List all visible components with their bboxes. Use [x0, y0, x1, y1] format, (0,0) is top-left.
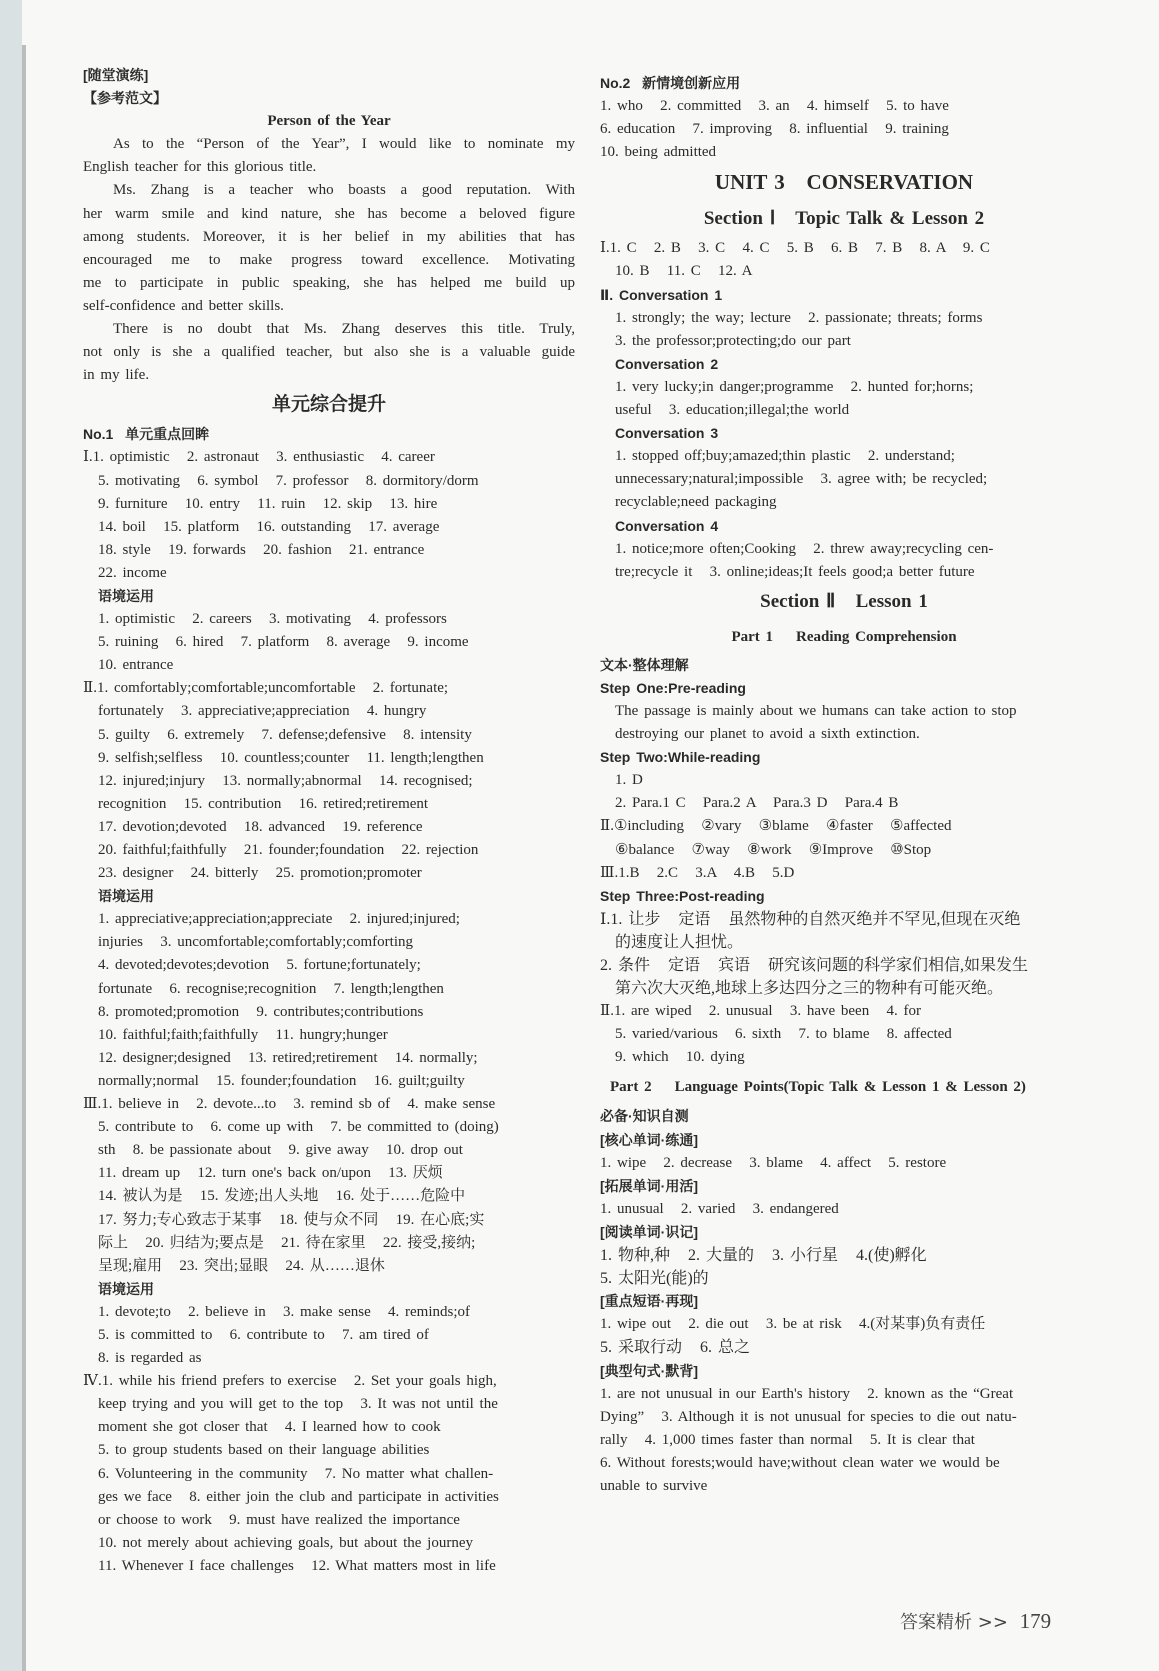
text-line: 5. 采取行动 6. 总之	[600, 1339, 751, 1357]
text-line: 1. devote;to 2. believe in 3. make sense 4. reminds;of	[98, 1303, 471, 1320]
text-line: 6. education 7. improving 8. influential 9. training	[600, 121, 949, 138]
text-line: 1. appreciative;appreciation;appreciate 2. injured;injured;	[98, 911, 460, 928]
text-line: The passage is mainly about we humans can take action to stop	[615, 702, 1017, 719]
text-line: Ⅰ.1. C 2. B 3. C 4. C 5. B 6. B 7. B 8. A 9. C	[600, 240, 990, 257]
footer-section-label: 答案精析	[900, 1612, 972, 1633]
text-line: 4. devoted;devotes;devotion 5. fortune;fortunately;	[98, 957, 421, 974]
section-heading: [典型句式·默背]	[600, 1362, 698, 1379]
section-heading: 单元综合提升	[271, 394, 386, 416]
text-line: 10. B 11. C 12. A	[615, 263, 753, 280]
text-line: 5. varied/various 6. sixth 7. to blame 8. affected	[615, 1026, 952, 1043]
text-line: 5. ruining 6. hired 7. platform 8. average 9. income	[98, 634, 469, 651]
text-line: 12. injured;injury 13. normally;abnormal 14. recognised;	[98, 772, 473, 789]
text-line: 17. 努力;专心致志于某事 18. 使与众不同 19. 在心底;实	[98, 1211, 485, 1228]
text-line: Ⅳ.1. while his friend prefers to exercise 2. Set your goals high,	[83, 1373, 497, 1390]
text-line: 1. 物种,种 2. 大量的 3. 小行星 4.(使)孵化	[600, 1247, 927, 1265]
text-line: 6. Without forests;would have;without clean water we would be	[600, 1454, 1000, 1471]
section-heading: Section Ⅱ Lesson 1	[760, 590, 928, 612]
text-line: 1. stopped off;buy;amazed;thin plastic 2. understand;	[615, 448, 955, 465]
text-line: me to participate in public speaking, she has helped me build up	[83, 274, 575, 291]
text-line: normally;normal 15. founder;foundation 16. guilt;guilty	[98, 1072, 465, 1089]
section-heading: [核心单词·练通]	[600, 1131, 698, 1148]
section-heading: 必备·知识自测	[600, 1108, 689, 1125]
section-heading: No.2 新情境创新应用	[600, 75, 741, 91]
text-line: 10. entrance	[98, 657, 174, 674]
text-line: ⑥balance ⑦way ⑧work ⑨Improve ⑩Stop	[615, 841, 932, 858]
footer-arrow-icon: >>	[977, 1612, 1008, 1633]
text-line: destroying our planet to avoid a sixth extinction.	[615, 726, 920, 743]
text-line: ges we face 8. either join the club and participate in activities	[98, 1488, 499, 1505]
text-line: 9. which 10. dying	[615, 1049, 745, 1066]
text-line: Ⅲ.1.B 2.C 3.A 4.B 5.D	[600, 864, 795, 881]
text-line: 1. optimistic 2. careers 3. motivating 4. professors	[98, 611, 447, 628]
section-heading: Step Three:Post-reading	[600, 887, 765, 904]
section-heading: Person of the Year	[267, 113, 391, 130]
text-line: her warm smile and kind nature, she has become a beloved figure	[83, 205, 575, 222]
text-line: 8. is regarded as	[98, 1350, 202, 1367]
text-line: 14. 被认为是 15. 发迹;出人头地 16. 处于……危险中	[98, 1188, 466, 1205]
text-line: sth 8. be passionate about 9. give away 10. drop out	[98, 1142, 463, 1159]
text-line: not only is she a qualified teacher, but also she is a valuable guide	[83, 344, 575, 361]
text-line: 1. notice;more often;Cooking 2. threw away;recycling cen-	[615, 540, 994, 557]
text-line: among students. Moreover, it is her belief in my abilities that has	[83, 228, 575, 245]
section-heading: Part 1 Reading Comprehension	[731, 628, 957, 645]
text-line: 11. dream up 12. turn one's back on/upon 13. 厌烦	[98, 1165, 443, 1182]
text-line: 1. very lucky;in danger;programme 2. hunted for;horns;	[615, 378, 974, 395]
section-heading: Part 2 Language Points(Topic Talk & Lesson 1 & Lesson 2)	[610, 1079, 1026, 1096]
text-line: 3. the professor;protecting;do our part	[615, 332, 851, 349]
text-line: keep trying and you will get to the top 3. It was not until the	[98, 1396, 498, 1413]
section-heading: Step Two:While-reading	[600, 749, 761, 766]
page-edge-shadow	[0, 0, 22, 1671]
text-line: Ⅰ.1. optimistic 2. astronaut 3. enthusiastic 4. career	[83, 449, 435, 466]
text-line: Ⅱ.1. are wiped 2. unusual 3. have been 4. for	[600, 1003, 921, 1020]
text-line: 18. style 19. forwards 20. fashion 21. entrance	[98, 541, 425, 558]
text-line: recognition 15. contribution 16. retired;retirement	[98, 795, 429, 812]
text-line: 10. faithful;faith;faithfully 11. hungry;hunger	[98, 1026, 388, 1043]
text-line: 1. unusual 2. varied 3. endangered	[600, 1200, 839, 1217]
text-line: 8. promoted;promotion 9. contributes;contributions	[98, 1003, 424, 1020]
text-line: Ⅰ.1. 让步 定语 虽然物种的自然灭绝并不罕见,但现在灭绝	[600, 910, 1021, 928]
text-line: Ⅱ.1. comfortably;comfortable;uncomfortable 2. fortunate;	[83, 680, 449, 697]
section-heading: 语境运用	[98, 1280, 154, 1297]
text-line: self-confidence and better skills.	[83, 297, 284, 314]
section-heading: Conversation 2	[615, 355, 719, 372]
text-line: 12. designer;designed 13. retired;retirement 14. normally;	[98, 1049, 478, 1066]
section-heading: [拓展单词·用活]	[600, 1177, 698, 1194]
text-line: 10. being admitted	[600, 144, 717, 161]
text-line: 22. income	[98, 564, 167, 581]
text-line: 呈现;雇用 23. 突出;显眼 24. 从……退休	[98, 1257, 385, 1274]
text-line: 11. Whenever I face challenges 12. What matters most in life	[98, 1557, 496, 1574]
text-line: 1. wipe out 2. die out 3. be at risk 4.(对某事)负有责任	[600, 1316, 986, 1333]
section-heading: 文本·整体理解	[600, 656, 689, 673]
text-line: 1. wipe 2. decrease 3. blame 4. affect 5. restore	[600, 1154, 947, 1171]
section-heading: UNIT 3 CONSERVATION	[714, 170, 974, 195]
text-line: 1. are not unusual in our Earth's history 2. known as the “Great	[600, 1385, 1014, 1402]
text-line: 10. not merely about achieving goals, but about the journey	[98, 1534, 473, 1551]
right-column	[600, 72, 1088, 1498]
text-line: in my life.	[83, 367, 150, 384]
text-line: 第六次大灭绝,地球上多达四分之三的物种有可能灭绝。	[615, 980, 1004, 998]
section-heading: 语境运用	[98, 888, 154, 905]
section-heading: Ⅱ. Conversation 1	[600, 286, 723, 303]
text-line: There is no doubt that Ms. Zhang deserves this title. Truly,	[113, 321, 575, 338]
text-line: 9. selfish;selfless 10. countless;counter 11. length;lengthen	[98, 749, 484, 766]
text-line: 1. who 2. committed 3. an 4. himself 5. to have	[600, 98, 949, 115]
text-line: Ms. Zhang is a teacher who boasts a good reputation. With	[113, 182, 575, 199]
text-line: unnecessary;natural;impossible 3. agree with; be recycled;	[615, 471, 988, 488]
text-line: 14. boil 15. platform 16. outstanding 17. average	[98, 518, 440, 535]
text-line: 5. is committed to 6. contribute to 7. am tired of	[98, 1326, 429, 1343]
section-heading: [随堂演练]	[83, 67, 149, 83]
section-heading: 语境运用	[98, 587, 154, 604]
section-heading: Step One:Pre-reading	[600, 679, 746, 696]
text-line: 23. designer 24. bitterly 25. promotion;promoter	[98, 865, 422, 882]
section-heading: Conversation 4	[615, 517, 719, 534]
section-heading: 【参考范文】	[83, 90, 167, 107]
text-line: Dying” 3. Although it is not unusual for species to die out natu-	[600, 1408, 1017, 1425]
text-line: Ⅱ.①including ②vary ③blame ④faster ⑤affected	[600, 818, 952, 835]
text-line: 5. motivating 6. symbol 7. professor 8. dormitory/dorm	[98, 472, 479, 489]
text-line: Ⅲ.1. believe in 2. devote...to 3. remind sb of 4. make sense	[83, 1096, 496, 1113]
text-line: As to the “Person of the Year”, I would like to nominate my	[113, 136, 575, 153]
text-line: 的速度让人担忧。	[615, 933, 744, 951]
text-line: 9. furniture 10. entry 11. ruin 12. skip 13. hire	[98, 495, 438, 512]
section-heading: Section Ⅰ Topic Talk & Lesson 2	[703, 208, 985, 230]
text-line: English teacher for this glorious title.	[83, 159, 317, 176]
section-heading: [阅读单词·识记]	[600, 1223, 698, 1240]
text-line: 2. 条件 定语 宾语 研究该问题的科学家们相信,如果发生	[600, 957, 1029, 974]
text-line: 5. guilty 6. extremely 7. defense;defensive 8. intensity	[98, 726, 472, 743]
text-line: encouraged me to make progress toward excellence. Motivating	[83, 251, 575, 268]
section-heading: Conversation 3	[615, 425, 719, 442]
text-line: 5. 太阳光(能)的	[600, 1270, 709, 1288]
text-line: 5. to group students based on their language abilities	[98, 1442, 430, 1459]
text-line: 际上 20. 归结为;要点是 21. 待在家里 22. 接受,接纳;	[98, 1234, 476, 1251]
text-line: unable to survive	[600, 1477, 708, 1494]
page-binding-edge	[22, 45, 26, 1671]
text-line: 17. devotion;devoted 18. advanced 19. reference	[98, 818, 423, 835]
text-line: recyclable;need packaging	[615, 494, 777, 511]
text-line: rally 4. 1,000 times faster than normal 5. It is clear that	[600, 1431, 975, 1448]
text-line: 5. contribute to 6. come up with 7. be committed to (doing)	[98, 1119, 499, 1136]
text-line: useful 3. education;illegal;the world	[615, 402, 850, 419]
text-line: 6. Volunteering in the community 7. No matter what challen-	[98, 1465, 494, 1482]
text-line: 1. strongly; the way; lecture 2. passionate; threats; forms	[615, 309, 983, 326]
text-line: tre;recycle it 3. online;ideas;It feels good;a better future	[615, 563, 975, 580]
left-column	[83, 64, 575, 1578]
text-line: moment she got closer that 4. I learned how to cook	[98, 1419, 441, 1436]
text-line: fortunate 6. recognise;recognition 7. length;lengthen	[98, 980, 444, 997]
text-line: or choose to work 9. must have realized the importance	[98, 1511, 460, 1528]
section-heading: [重点短语·再现]	[600, 1293, 698, 1310]
text-line: injuries 3. uncomfortable;comfortably;comforting	[98, 934, 414, 951]
text-line: fortunately 3. appreciative;appreciation 4. hungry	[98, 703, 427, 720]
page-footer	[900, 1608, 1051, 1634]
section-heading: No.1 单元重点回眸	[83, 426, 210, 443]
text-line: 20. faithful;faithfully 21. founder;foundation 22. rejection	[98, 842, 479, 858]
text-line: 1. D	[615, 772, 643, 789]
text-line: 2. Para.1 C Para.2 A Para.3 D Para.4 B	[615, 795, 899, 812]
page-number: 179	[1019, 1609, 1052, 1633]
